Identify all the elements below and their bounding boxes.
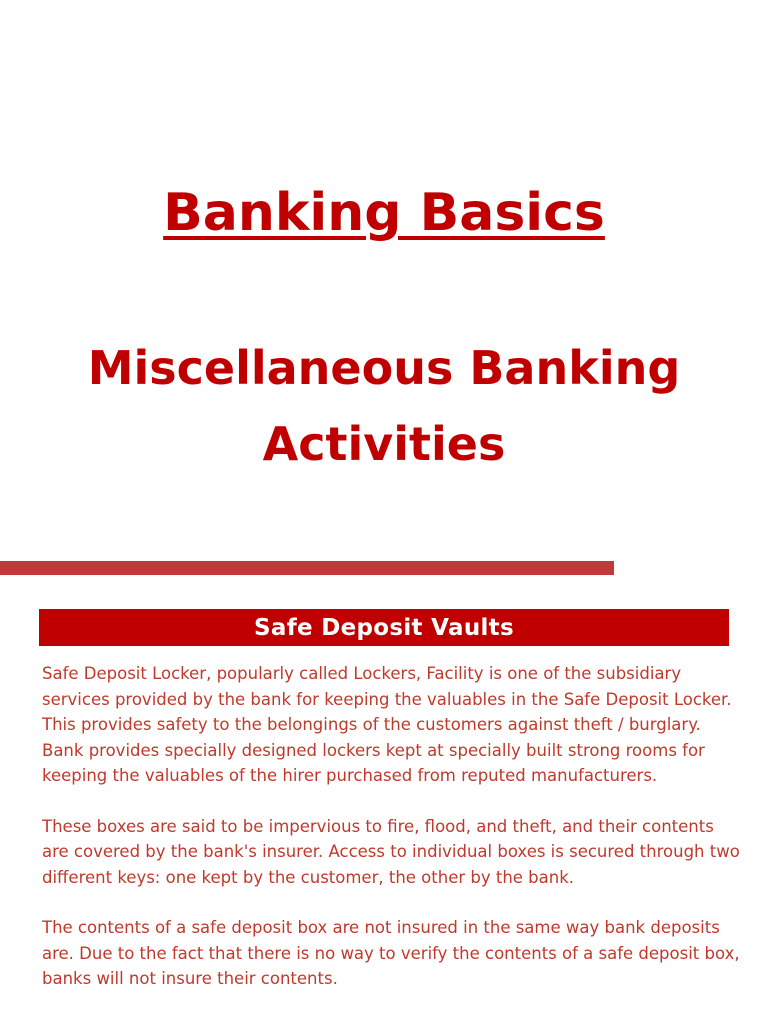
document-subtitle: Miscellaneous Banking Activities [87, 341, 681, 471]
body-paragraph: The contents of a safe deposit box are not insured in the same way bank deposits are. Due to the fact that there is no way to verify the contents of a safe deposit box, banks will not insure their contents. [42, 918, 740, 988]
body-paragraph: These boxes are said to be impervious to fire, flood, and theft, and their contents are covered by the bank's insurer. Access to individual boxes is secured through two different keys: one kept by the customer, the other by the bank. [42, 816, 740, 887]
section-divider [0, 561, 614, 575]
section-body [42, 661, 742, 1017]
section-heading-banner [39, 609, 729, 646]
section-heading: Safe Deposit Vaults [254, 614, 514, 641]
document-title [0, 178, 768, 248]
body-paragraph: Safe Deposit Locker, popularly called Lockers, Facility is one of the subsidiary services provided by the bank for keeping the valuables in the Safe Deposit Locker. This provides safety to the belongings of the customers against theft / burglary. Bank provides specially designed lockers kept at specially built strong rooms for keeping the valuables of the hirer purchased from reputed manufacturers. [42, 664, 732, 785]
document-title-text: Banking Basics [163, 183, 605, 243]
